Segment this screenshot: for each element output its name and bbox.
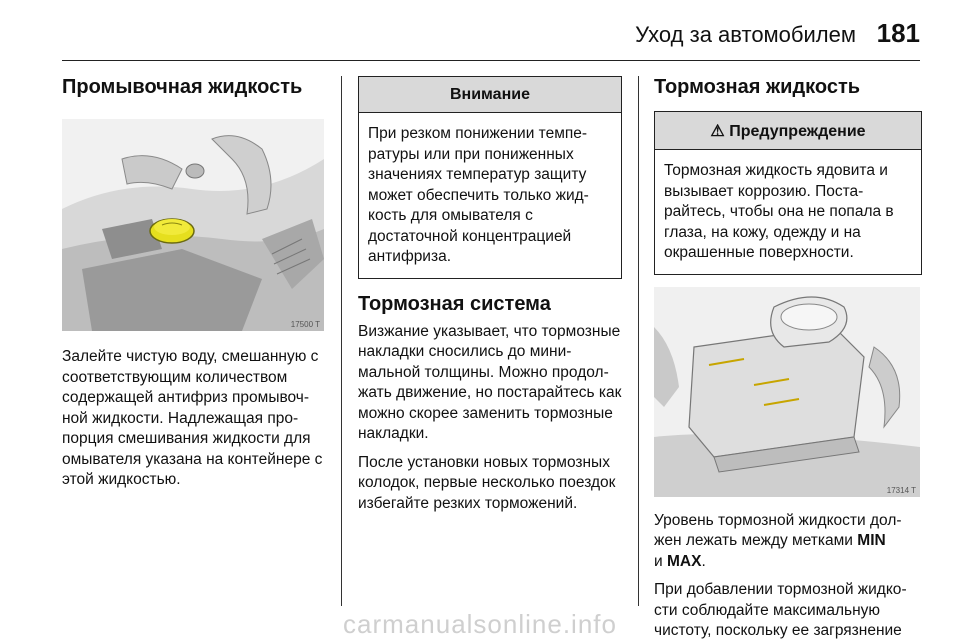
brake-fluid-cleanliness-text: При добавлении тормозной жидкости соблюдайте максимальную чистоту, поскольку ее загрязнение: [654, 581, 907, 639]
brake-system-text-1: Визжание указывает, что тормозные накладки сносились до минимальной толщины. Можно продолжать движение, но постарайтесь как можно скорее заменить тормозные накладки.: [358, 322, 622, 442]
min-mark-label: MIN: [857, 532, 886, 549]
max-mark-label: MAX: [666, 552, 702, 570]
warning-triangle-icon: ⚠: [710, 123, 725, 140]
figure-code: 17500 T: [290, 320, 320, 329]
section-heading-brake-fluid: Тормозная жидкость: [654, 76, 861, 98]
washer-fluid-text: Залейте чистую воду, смешанную с соответствующим количеством содержащей антифриз промывочной жидкости. Надлежащая пропорция смешивания жидкости для омывателя указана на контейнере с этой жидкостью.: [62, 348, 323, 488]
brake-fluid-level-text: [654, 511, 922, 573]
warning-box: [654, 111, 922, 275]
washer-reservoir-figure: [62, 119, 324, 331]
footer-watermark: carmanualsonline.info: [343, 609, 617, 639]
column-middle: [358, 76, 622, 514]
notice-body: [359, 113, 621, 278]
brake-fluid-level-text-start: Уровень тормозной жидкости должен лежать между метками: [654, 511, 902, 549]
column-right: [654, 76, 922, 642]
page-number: 181: [876, 18, 920, 48]
notice-title: Внимание: [359, 77, 621, 113]
column-divider-left: [341, 76, 342, 606]
warning-header: [655, 112, 921, 150]
section-heading-washer-fluid: Промывочная жидкость: [62, 76, 303, 98]
notice-box: [358, 76, 622, 279]
sentence-end: .: [701, 552, 706, 570]
section-heading-brake-system: Тормозная система: [358, 292, 551, 315]
warning-text: Тормозная жидкость ядовита и вызывает коррозию. Постарайтесь, чтобы она не попала в глаза, на кожу, одежду и на окрашенные поверхности.: [664, 162, 894, 261]
column-left: [62, 76, 326, 491]
figure-code: 17314 T: [886, 485, 916, 495]
header-rule: [62, 60, 920, 61]
brake-reservoir-figure: [654, 287, 920, 497]
notice-text: При резком понижении температуры или при пониженных значениях температур защиту может обеспечить только жидкость для омывателя с достаточной концентрацией антифриза.: [368, 125, 589, 265]
conjunction-and: и: [654, 552, 663, 570]
warning-title: Предупреждение: [729, 123, 866, 140]
warning-body: [655, 150, 921, 274]
column-divider-right: [638, 76, 639, 606]
page-header-title: Уход за автомобилем: [635, 22, 856, 47]
brake-system-text-2: После установки новых тормозных колодок, первые несколько поездок избегайте резких торможений.: [358, 453, 616, 512]
